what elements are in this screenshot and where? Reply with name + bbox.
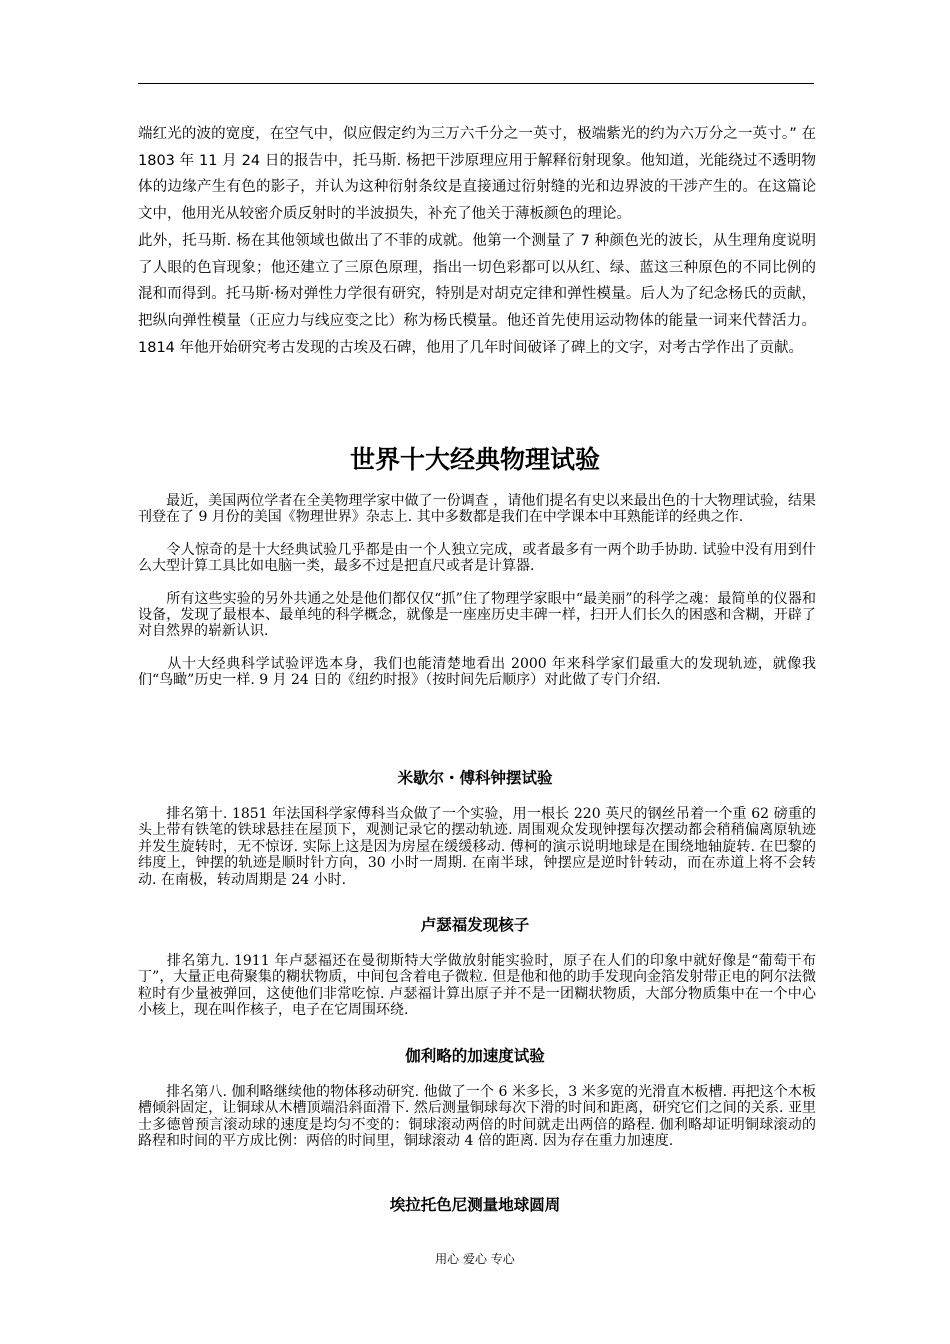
intro-section [138, 121, 816, 361]
section-heading: 卢瑟福发现核子 [420, 916, 530, 934]
article-body [138, 493, 816, 689]
article-paragraph: 所有这些实验的另外共通之处是他们都仅仅“抓”住了物理学家眼中“最美丽”的科学之魂：最简单的仪器和设备，发现了最根本、最单纯的科学概念，就像是一座座历史丰碑一样，扫开人们长久的困惑和含糊，开辟了对自然界的崭新认识. [138, 590, 816, 640]
intro-paragraph: 此外，托马斯. 杨在其他领域也做出了不菲的成就。他第一个测量了 7 种颜色光的波长，从生理角度说明了人眼的色盲现象；他还建立了三原色原理，指出一切色彩都可以从红、绿、蓝这三种原色的不同比例的混和而得到。托马斯·杨对弹性力学很有研究，特别是对胡克定律和弹性模量。后人为了纪念杨氏的贡献，把纵向弹性模量（正应力与线应变之比）称为杨氏模量。他还首先使用运动物体的能量一词来代替活力。1814 年他开始研究考古发现的古埃及石碑，他用了几年时间破译了碑上的文字，对考古学作出了贡献。 [138, 232, 816, 356]
section-paragraph: 排名第八. 伽利略继续他的物体移动研究. 他做了一个 6 米多长，3 米多宽的光滑直木板槽. 再把这个木板槽倾斜固定，让铜球从木槽顶端沿斜面滑下. 然后测量铜球每次下滑的时间和距离，研究它们之间的关系. 亚里士多德曾预言滚动球的速度是均匀不变的：铜球滚动两倍的时间就走出两倍的路程. 伽利略却证明铜球滚动的路程和时间的平方成比例：两倍的时间里，铜球滚动 4 倍的距离. 因为存在重力加速度. [138, 1084, 816, 1150]
article-paragraph: 从十大经典科学试验评选本身，我们也能清楚地看出 2000 年来科学家们最重大的发现轨迹，就像我们“鸟瞰”历史一样. 9 月 24 日的《纽约时报》（按时间先后顺序）对此做了专门介绍. [138, 655, 816, 689]
article-paragraph: 最近，美国两位学者在全美物理学家中做了一份调查 ，请他们提名有史以来最出色的十大物理试验，结果刊登在了 9 月份的美国《物理世界》杂志上. 其中多数都是我们在中学课本中耳熟能详的经典之作. [138, 493, 816, 526]
article-paragraph: 令人惊奇的是十大经典试验几乎都是由一个人独立完成，或者最多有一两个助手协助. 试验中没有用到什么大型计算工具比如电脑一类，最多不过是把直尺或者是计算器. [138, 541, 816, 575]
section-heading: 埃拉托色尼测量地球圆周 [389, 1196, 561, 1214]
page-footer: 用心 爱心 专心 [435, 1252, 515, 1266]
section-heading: 伽利略的加速度试验 [405, 1047, 545, 1065]
section-body [138, 953, 816, 1019]
section-body [138, 806, 816, 888]
section-paragraph: 排名第九. 1911 年卢瑟福还在曼彻斯特大学做放射能实验时，原子在人们的印象中就好像是“葡萄干布丁”，大量正电荷聚集的糊状物质，中间包含着电子微粒. 但是他和他的助手发现向金箔发射带正电的阿尔法微粒时有少量被弹回，这使他们非常吃惊. 卢瑟福计算出原子并不是一团糊状物质，大部分物质集中在一个中心小核上，现在叫作核子，电子在它周围环绕. [138, 953, 816, 1019]
article-title: 世界十大经典物理试验 [349, 445, 600, 474]
section-body [138, 1084, 816, 1150]
header-rule [138, 83, 814, 84]
section-paragraph: 排名第十. 1851 年法国科学家傅科当众做了一个实验，用一根长 220 英尺的钢丝吊着一个重 62 磅重的头上带有铁笔的铁球悬挂在屋顶下，观测记录它的摆动轨迹. 周围观众发现钟摆每次摆动都会稍稍偏离原轨迹并发生旋转时，无不惊讶. 实际上这是因为房屋在缓缓移动. 傅柯的演示说明地球是在围绕地轴旋转. 在巴黎的纬度上，钟摆的轨迹是顺时针方向，30 小时一周期. 在南半球，钟摆应是逆时针转动，而在赤道上将不会转动. 在南极，转动周期是 24 小时. [138, 806, 816, 888]
intro-paragraph: 端红光的波的宽度，在空气中，似应假定约为三万六千分之一英寸，极端紫光的约为六万分之一英寸。” 在 1803 年 11 月 24 日的报告中，托马斯. 杨把干涉原理应用于解释衍射现象。他知道，光能绕过不透明物体的边缘产生有色的影子，并认为这种衍射条纹是直接通过衍射缝的光和边界波的干涉产生的。在这篇论文中，他用光从较密介质反射时的半波损失，补充了他关于薄板颜色的理论。 [138, 126, 816, 223]
section-heading: 米歇尔・傅科钟摆试验 [397, 769, 553, 787]
